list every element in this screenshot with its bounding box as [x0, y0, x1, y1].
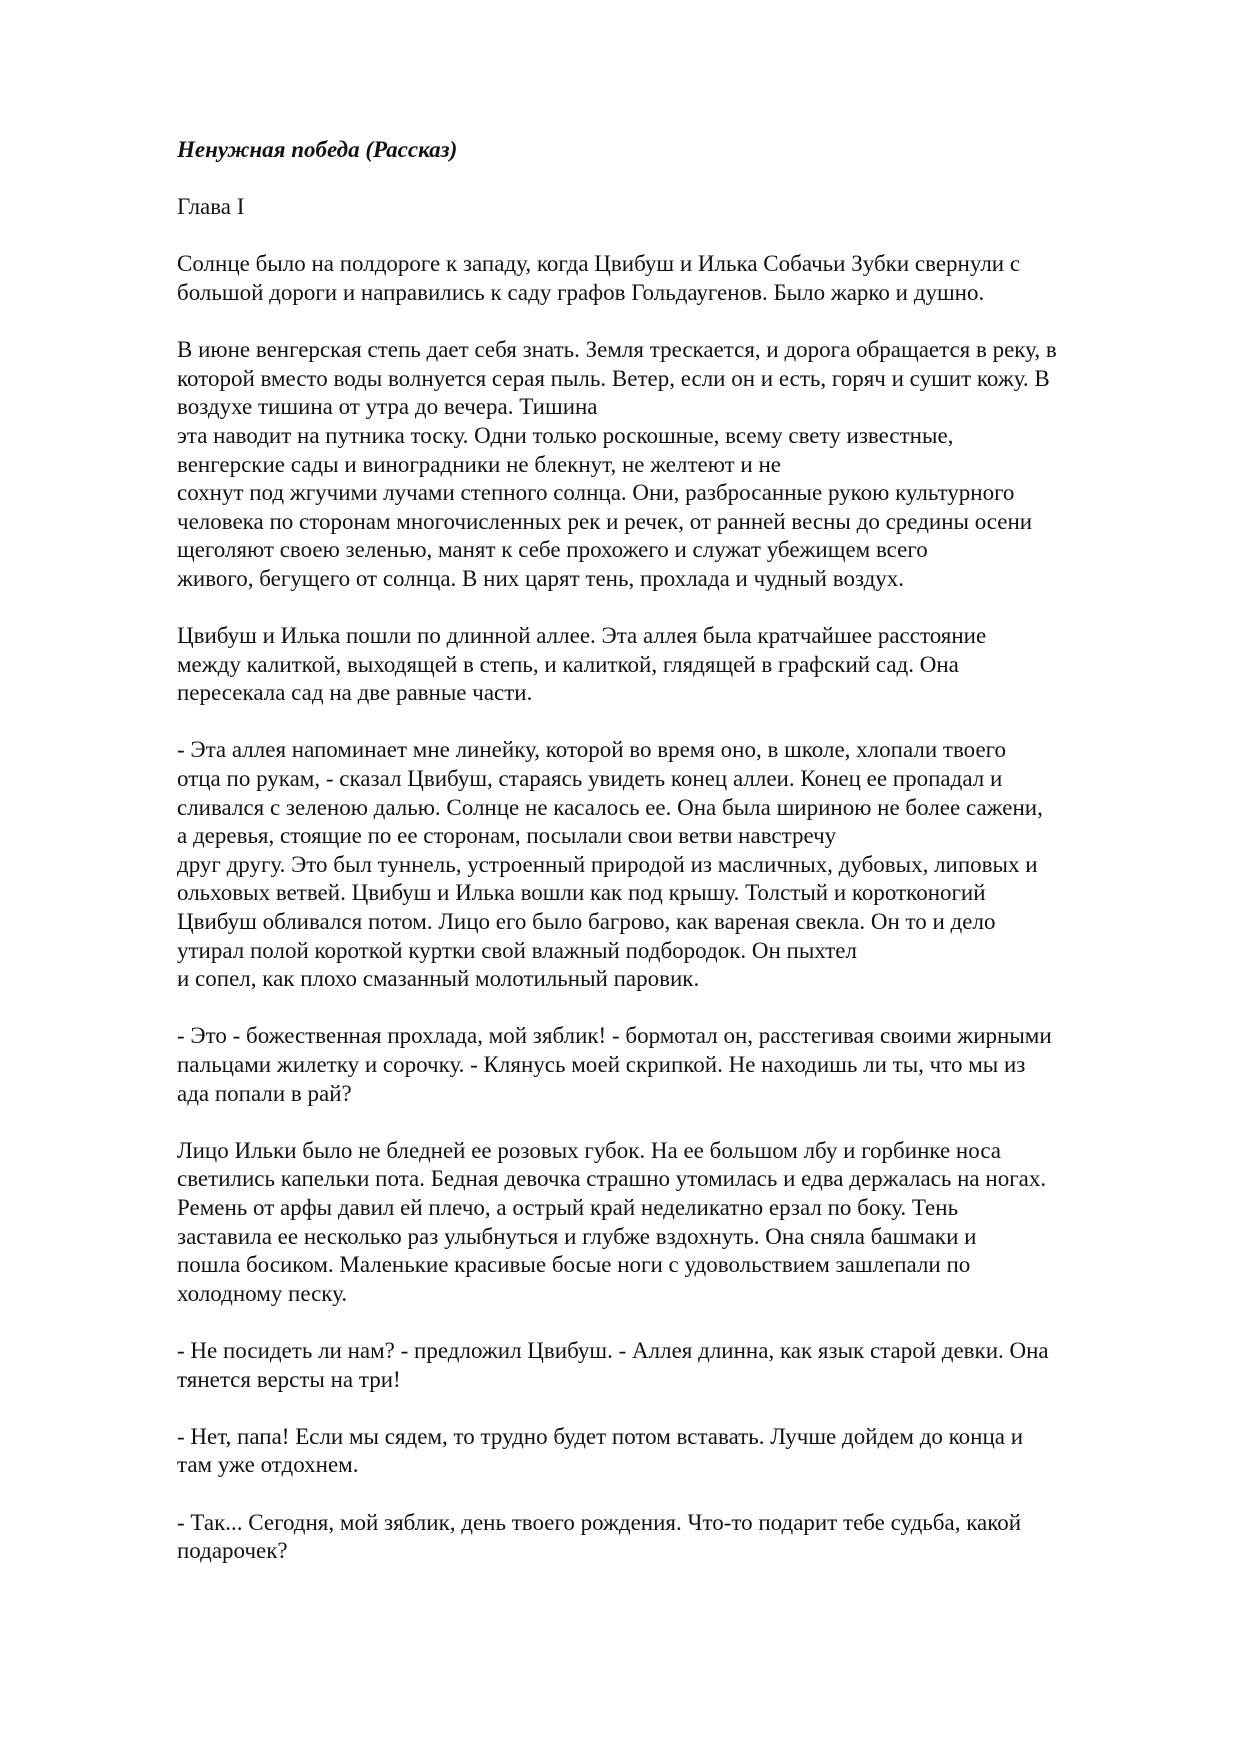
text-line: подарочек?	[177, 1538, 288, 1564]
text-line: человека по сторонам многочисленных рек и речек, от ранней весны до средины осени	[177, 508, 1033, 534]
story-title: Ненужная победа (Рассказ)	[177, 137, 458, 162]
paragraph-list	[177, 250, 1167, 1565]
text-line: - Это - божественная прохлада, мой зяблик! - бормотал он, расстегивая своими жирными	[177, 1023, 1052, 1049]
text-line: ольховых ветвей. Цвибуш и Илька вошли как под крышу. Толстый и коротконогий	[177, 880, 986, 906]
spacer	[177, 308, 1167, 337]
text-line: там уже отдохнем.	[177, 1452, 359, 1478]
text-line: друг другу. Это был туннель, устроенный природой из масличных, дубовых, липовых и	[177, 851, 1038, 877]
text-line: Солнце было на полдороге к западу, когда Цвибуш и Илька Собачьи Зубки свернули с	[177, 251, 1021, 277]
text-line: Ремень от арфы давил ей плечо, а острый край неделикатно ерзал по боку. Тень	[177, 1194, 959, 1220]
document-body	[177, 136, 1167, 1566]
text-line: венгерские сады и виноградники не блекнут, не желтеют и не	[177, 451, 782, 477]
text-line: а деревья, стоящие по ее сторонам, посылали свои ветви навстречу	[177, 823, 837, 849]
text-line: - Нет, папа! Если мы сядем, то трудно будет потом вставать. Лучше дойдем до конца и	[177, 1423, 1024, 1449]
paragraph	[177, 1022, 1167, 1108]
spacer	[177, 708, 1167, 737]
text-line: тянется версты на три!	[177, 1366, 401, 1392]
spacer	[177, 1480, 1167, 1509]
text-line: щеголяют своею зеленью, манят к себе прохожего и служат убежищем всего	[177, 537, 928, 563]
text-line: пошла босиком. Маленькие красивые босые ноги с удовольствием зашлепали по	[177, 1252, 971, 1278]
paragraph	[177, 1337, 1167, 1394]
text-line: отца по рукам, - сказал Цвибуш, стараясь увидеть конец аллеи. Конец ее пропадал и	[177, 766, 1003, 792]
chapter-heading: Глава I	[177, 194, 245, 220]
text-line: Лицо Ильки было не бледней ее розовых губок. На ее большом лбу и горбинке носа	[177, 1137, 1002, 1163]
spacer	[177, 165, 1167, 194]
text-line: между калиткой, выходящей в степь, и калиткой, глядящей в графский сад. Она	[177, 651, 959, 677]
paragraph	[177, 736, 1167, 993]
text-line: воздухе тишина от утра до вечера. Тишина	[177, 394, 598, 420]
text-line: Цвибуш и Илька пошли по длинной аллее. Эта аллея была кратчайшее расстояние	[177, 623, 987, 649]
text-line: утирал полой короткой куртки свой влажный подбородок. Он пыхтел	[177, 937, 857, 963]
text-line: холодному песку.	[177, 1280, 348, 1306]
spacer	[177, 594, 1167, 623]
spacer	[177, 222, 1167, 251]
text-line: эта наводит на путника тоску. Одни только роскошные, всему свету известные,	[177, 422, 954, 448]
text-line: светились капельки пота. Бедная девочка страшно утомилась и едва держалась на ногах.	[177, 1166, 1047, 1192]
spacer	[177, 994, 1167, 1023]
paragraph	[177, 622, 1167, 708]
spacer	[177, 1308, 1167, 1337]
text-line: которой вместо воды волнуется серая пыль. Ветер, если он и есть, горяч и сушит кожу. В	[177, 365, 1050, 391]
paragraph	[177, 336, 1167, 593]
text-line: - Эта аллея напоминает мне линейку, которой во время оно, в школе, хлопали твоего	[177, 737, 1007, 763]
spacer	[177, 1394, 1167, 1423]
text-line: В июне венгерская степь дает себя знать. Земля трескается, и дорога обращается в реку, в	[177, 337, 1057, 363]
text-line: пересекала сад на две равные части.	[177, 680, 533, 706]
text-line: пальцами жилетку и сорочку. - Клянусь моей скрипкой. Не находишь ли ты, что мы из	[177, 1052, 1026, 1077]
text-line: ада попали в рай?	[177, 1080, 352, 1106]
text-line: заставила ее несколько раз улыбнуться и глубже вздохнуть. Она сняла башмаки и	[177, 1223, 977, 1249]
text-line: сливался с зеленою далью. Солнце не касалось ее. Она была шириною не более сажени,	[177, 794, 1043, 820]
text-line: сохнут под жгучими лучами степного солнца. Они, разбросанные рукою культурного	[177, 480, 1015, 506]
text-line: и сопел, как плохо смазанный молотильный паровик.	[177, 966, 700, 992]
paragraph	[177, 1509, 1167, 1566]
text-line: - Не посидеть ли нам? - предложил Цвибуш. - Аллея длинна, как язык старой девки. Она	[177, 1337, 1049, 1363]
paragraph	[177, 1423, 1167, 1480]
text-line: - Так... Сегодня, мой зяблик, день твоего рождения. Что-то подарит тебе судьба, какой	[177, 1509, 1022, 1535]
spacer	[177, 1108, 1167, 1137]
text-line: большой дороги и направились к саду графов Гольдаугенов. Было жарко и душно.	[177, 279, 985, 305]
text-line: Цвибуш обливался потом. Лицо его было багрово, как вареная свекла. Он то и дело	[177, 909, 996, 935]
paragraph	[177, 250, 1167, 307]
paragraph	[177, 1137, 1167, 1309]
text-line: живого, бегущего от солнца. В них царят тень, прохлада и чудный воздух.	[177, 565, 905, 591]
